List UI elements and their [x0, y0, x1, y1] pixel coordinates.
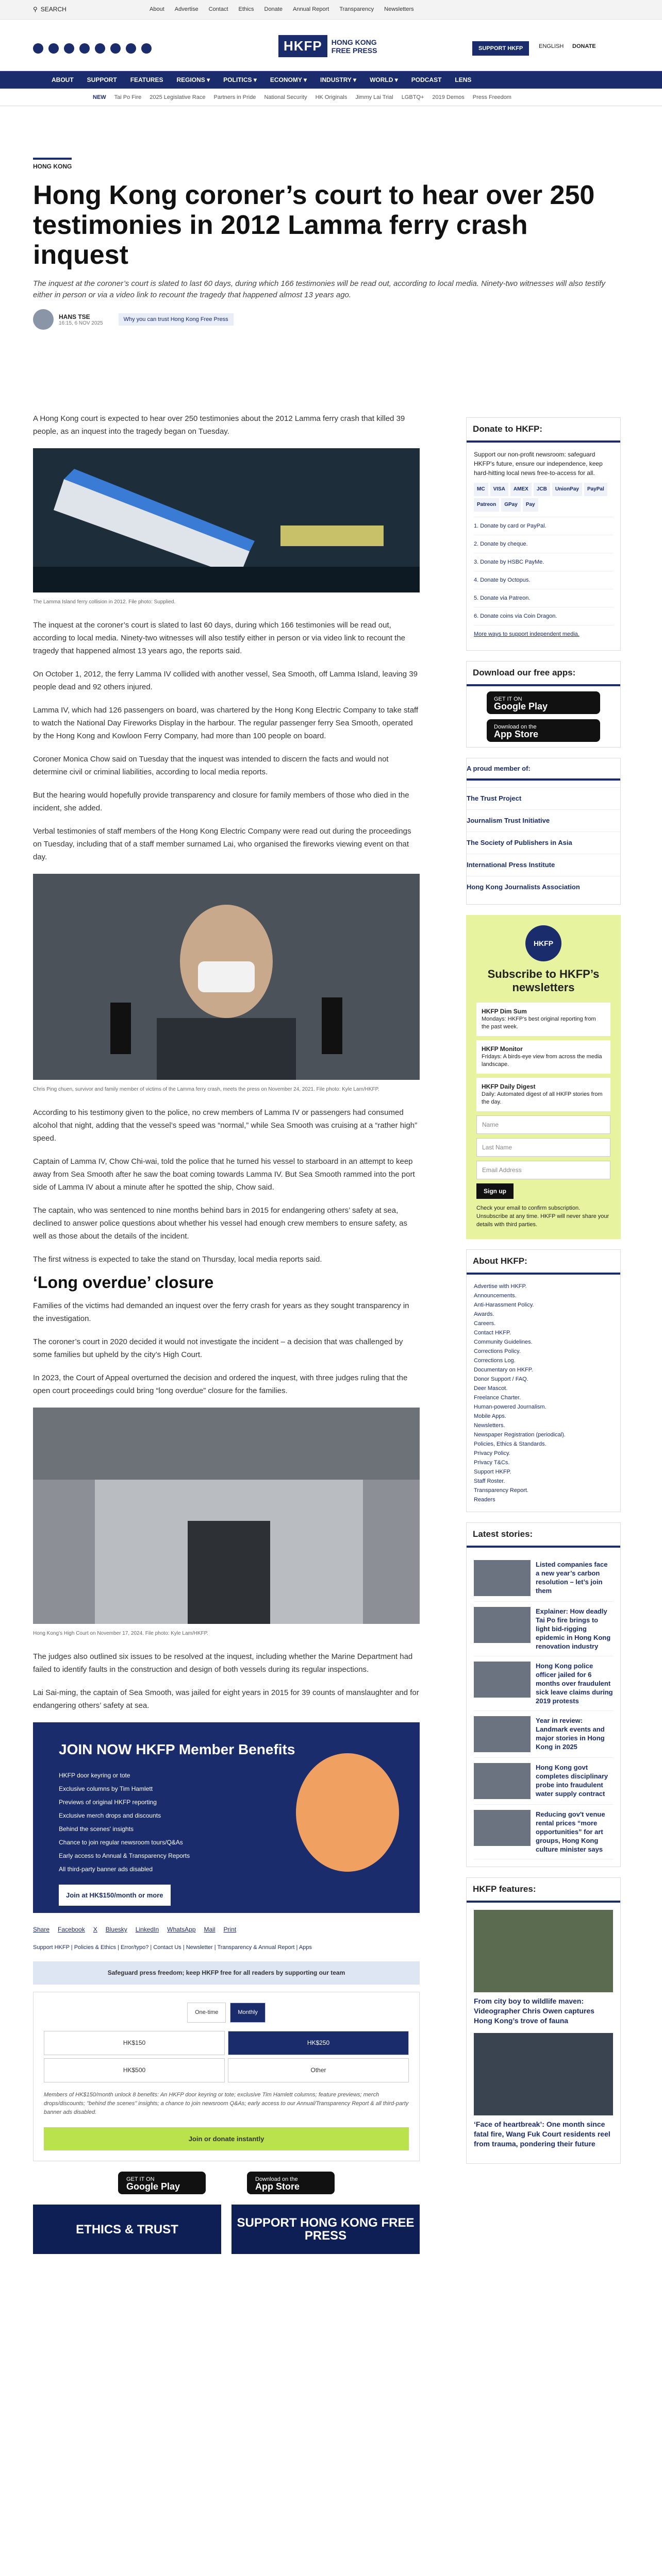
story-thumbnail: [474, 1763, 531, 1799]
story-item[interactable]: Hong Kong govt completes disciplinary probe into fraudulent water supply contract: [474, 1758, 613, 1805]
nav-lens[interactable]: LENS: [455, 76, 472, 83]
benefit-item: Previews of original HKFP reporting: [59, 1799, 157, 1806]
threads-icon[interactable]: [79, 43, 90, 54]
share-link[interactable]: Share: [33, 1926, 50, 1933]
topic-link[interactable]: Tai Po Fire: [114, 94, 142, 100]
trust-link[interactable]: Why you can trust Hong Kong Free Press: [119, 313, 234, 326]
youtube-icon[interactable]: [110, 43, 121, 54]
safeguard-banner: Safeguard press freedom; keep HKFP free for all readers by supporting our team: [33, 1961, 420, 1985]
paragraph: The coroner’s court in 2020 decided it would not investigate the incident – a decision that was challenged by some families but upheld by the city’s High Court.: [33, 1337, 403, 1359]
donate-option[interactable]: 5. Donate via Patreon.: [474, 589, 613, 607]
signup-button[interactable]: Sign up: [476, 1183, 514, 1199]
donate-option[interactable]: 1. Donate by card or PayPal.: [474, 517, 613, 535]
promo-cta[interactable]: Join at HK$150/month or more: [59, 1885, 171, 1906]
donate-note: Members of HK$150/month unlock 8 benefits: An HKFP door keyring or tote; exclusive Tim Hamlett columns; feature previews; merch drops/discounts; "behind the scenes" insights; a chance to join newsroom Q&As; early access to our Annual/Transparency Report & all third-party banner ads disabled.: [44, 2092, 409, 2115]
utility-link-donate[interactable]: Donate: [264, 6, 283, 12]
sidebar-google-play-badge[interactable]: GET IT ON Google Play: [487, 691, 600, 714]
ethics-trust-banner[interactable]: ETHICS & TRUST: [33, 2205, 221, 2254]
apps-heading: Download our free apps:: [467, 662, 620, 686]
gpay-icon: GPay: [501, 498, 521, 512]
promo-banners: [33, 2205, 420, 2254]
about-link[interactable]: Newsletters.: [474, 1422, 505, 1429]
paragraph: Lamma IV, which had 126 passengers on board, was chartered by the Hong Kong Electric Company to take staff to watch the National Day Fireworks Display in the harbour. The regular passenger ferry Sea Smooth, operated by the Hong Kong and Kowloon Ferry Company, had more than 100 people on board.: [33, 706, 419, 740]
topic-link[interactable]: Jimmy Lai Trial: [355, 94, 393, 100]
social-icons: [33, 43, 152, 54]
photo-caption: Hong Kong’s High Court on November 17, 2024. File photo: Kyle Lam/HKFP.: [33, 1631, 208, 1636]
feature-image[interactable]: [474, 2033, 613, 2115]
paragraph: Families of the victims had demanded an inquest over the ferry crash for years as they sought transparency in the investigation.: [33, 1301, 409, 1323]
about-link[interactable]: Corrections Policy.: [474, 1348, 521, 1354]
about-link[interactable]: Mobile Apps.: [474, 1413, 506, 1419]
support-hkfp-banner[interactable]: SUPPORT HONG KONG FREE PRESS: [231, 2205, 420, 2254]
membership-jti[interactable]: Journalism Trust Initiative: [467, 809, 620, 832]
ferry-crash-photo: [33, 448, 420, 592]
utility-link-transparency[interactable]: Transparency: [339, 6, 374, 12]
share-print[interactable]: Print: [223, 1926, 237, 1933]
deer-mascot-illustration: [296, 1753, 399, 1872]
x-icon[interactable]: [48, 43, 59, 54]
benefit-item: Exclusive merch drops and discounts: [59, 1812, 161, 1819]
story-item[interactable]: Listed companies face a new year’s carbon resolution – let’s join them: [474, 1555, 613, 1602]
topic-link[interactable]: Partners in Pride: [213, 94, 256, 100]
email-input[interactable]: Email Address: [476, 1161, 610, 1179]
about-link[interactable]: Careers.: [474, 1320, 496, 1327]
about-link[interactable]: Readers: [474, 1497, 495, 1503]
feature-image[interactable]: [474, 1910, 613, 1992]
header-donate-link[interactable]: DONATE: [572, 43, 596, 49]
story-thumbnail: [474, 1810, 531, 1846]
utility-link-advertise[interactable]: Advertise: [174, 6, 198, 12]
benefits-list: [59, 1769, 190, 1876]
article-body: [33, 412, 420, 2254]
newsletter-option[interactable]: HKFP Dim Sum Mondays: HKFP’s best original reporting from the past week.: [476, 1003, 610, 1036]
paragraph: The judges also outlined six issues to be resolved at the inquest, including whether the Marine Department had failed to identify faults in the construction and design of both vessels during its regular inspections.: [33, 1652, 413, 1674]
freq-one-time[interactable]: One-time: [187, 2003, 226, 2023]
paragraph: Verbal testimonies of staff members of the Hong Kong Electric Company were read out during the proceedings on Tuesday, including that of a staff member surnamed Lai, who organised the fireworks viewing event on that day.: [33, 827, 411, 861]
court-photo-illustration: [33, 1408, 420, 1624]
jcb-icon: JCB: [534, 483, 550, 496]
about-heading: About HKFP:: [467, 1250, 620, 1275]
last-name-input[interactable]: Last Name: [476, 1138, 610, 1157]
benefit-item: Chance to join regular newsroom tours/Q&As: [59, 1839, 183, 1846]
share-facebook[interactable]: Facebook: [58, 1926, 85, 1933]
about-link[interactable]: Community Guidelines.: [474, 1339, 533, 1345]
sidebar-app-store-badge[interactable]: Download on the App Store: [487, 719, 600, 742]
share-x[interactable]: X: [93, 1926, 97, 1933]
paragraph: In 2023, the Court of Appeal overturned the decision and ordered the inquest, with three judges ruling that the open court proceedings could bring “long overdue” closure for the families.: [33, 1374, 408, 1395]
patreon-icon: Patreon: [474, 498, 499, 512]
freq-monthly[interactable]: Monthly: [230, 2003, 266, 2023]
about-link[interactable]: Announcements.: [474, 1293, 517, 1299]
membership-sopa[interactable]: The Society of Publishers in Asia: [467, 832, 620, 854]
about-link[interactable]: Contact HKFP.: [474, 1330, 511, 1336]
email-icon[interactable]: [126, 43, 136, 54]
membership-ipi[interactable]: International Press Institute: [467, 854, 620, 876]
article-headline: Hong Kong coroner’s court to hear over 250 testimonies in 2012 Lamma ferry crash inquest: [33, 180, 595, 270]
press-photo-illustration: [33, 874, 420, 1080]
paypal-icon: PayPal: [584, 483, 607, 496]
paragraph: The captain, who was sentenced to nine months behind bars in 2015 for endangering others’ safety at sea, declined to answer police questions about whether his vessel had enough crew members to ensure safety, as well as those about the details of the incident.: [33, 1206, 407, 1241]
footer-links[interactable]: Support HKFP | Policies & Ethics | Error/typo? | Contact Us | Newsletter | Transparency & Annual Report | Apps: [33, 1944, 312, 1951]
topic-link[interactable]: 2025 Legislative Race: [150, 94, 206, 100]
mastercard-icon: MC: [474, 483, 488, 496]
app-store-badge[interactable]: Download on the App Store: [247, 2172, 335, 2194]
story-item[interactable]: Reducing gov't venue rental prices “more opportunities” for art groups, Hong Kong culture minister says: [474, 1805, 613, 1859]
story-thumbnail: [474, 1560, 531, 1596]
share-links: [33, 1923, 420, 1936]
benefit-item: Behind the scenes' insights: [59, 1825, 134, 1833]
story-thumbnail: [474, 1716, 531, 1752]
promo-title: JOIN NOW HKFP Member Benefits: [59, 1741, 295, 1757]
new-badge: NEW: [93, 94, 106, 100]
author-avatar: [33, 309, 54, 330]
newsletter-logo: HKFP: [525, 925, 561, 961]
newsletter-fine-print: Check your email to confirm subscription. Unsubscribe at any time. HKFP will never share your details with third parties.: [476, 1205, 609, 1228]
donate-option[interactable]: 6. Donate coins via Coin Dragon.: [474, 607, 613, 625]
category-kicker[interactable]: HONG KONG: [33, 158, 72, 170]
paragraph: The first witness is expected to take the stand on Thursday, local media reports said.: [33, 1255, 322, 1264]
nav-world[interactable]: WORLD ▾: [370, 76, 398, 83]
article-standfirst: The inquest at the coroner’s court is slated to last 60 days, during which 166 testimonies will be read out, according to local media. Ninety-two witnesses will also testify either in person or via a video link to recount the tragedy that happened almost 13 years ago.: [33, 279, 605, 299]
donate-heading: Donate to HKFP:: [467, 418, 620, 443]
topic-link[interactable]: LGBTQ+: [401, 94, 424, 100]
site-header: [0, 20, 662, 71]
paragraph: According to his testimony given to the police, no crew members of Lamma IV or passengers had consumed alcohol that night, adding that the vessel’s speed was “normal,” while Sea Smooth was cruising at a “rather high” speed.: [33, 1108, 418, 1143]
paragraph: Captain of Lamma IV, Chow Chi-wai, told the police that he turned his vessel to starboard in an attempt to keep away from Sea Smooth after he saw the boat coming towards Lamma IV. But Sea Smooth rammed into the port side of Lamma IV about a minute after he spotted the ship, Chow said.: [33, 1157, 415, 1192]
facebook-icon[interactable]: [33, 43, 43, 54]
topic-link[interactable]: HK Originals: [315, 94, 347, 100]
high-court-photo: [33, 1408, 420, 1624]
byline: [33, 309, 234, 330]
donate-option[interactable]: 2. Donate by cheque.: [474, 535, 613, 553]
latest-heading: Latest stories:: [467, 1523, 620, 1548]
paragraph: But the hearing would hopefully provide transparency and closure for family members of those who died in the incident, she added.: [33, 791, 409, 812]
topic-link[interactable]: Press Freedom: [472, 94, 511, 100]
share-bluesky[interactable]: Bluesky: [105, 1926, 127, 1933]
nav-economy[interactable]: ECONOMY ▾: [270, 76, 307, 83]
memberships-heading: A proud member of:: [467, 758, 620, 781]
amount-option[interactable]: HK$500: [44, 2058, 225, 2082]
about-link[interactable]: Anti-Harassment Policy.: [474, 1302, 534, 1308]
about-link[interactable]: Awards.: [474, 1311, 494, 1317]
nav-regions[interactable]: REGIONS ▾: [176, 76, 210, 83]
unionpay-icon: UnionPay: [552, 483, 582, 496]
about-link[interactable]: Corrections Log.: [474, 1358, 516, 1364]
utility-link-contact[interactable]: Contact: [208, 6, 228, 12]
benefit-item: Early access to Annual & Transparency Reports: [59, 1852, 190, 1859]
app-store-badges: [33, 2172, 420, 2194]
instagram-icon[interactable]: [64, 43, 74, 54]
sidebar: [466, 417, 621, 2174]
about-link[interactable]: Privacy Policy.: [474, 1450, 510, 1456]
about-link[interactable]: Staff Roster.: [474, 1478, 505, 1484]
utility-link-newsletters[interactable]: Newsletters: [384, 6, 414, 12]
main-navigation: [0, 71, 662, 89]
nav-about[interactable]: ABOUT: [52, 76, 74, 83]
applepay-icon: Pay: [523, 498, 538, 512]
about-link[interactable]: Transparency Report.: [474, 1487, 528, 1494]
site-logo[interactable]: [278, 35, 377, 57]
paragraph: The inquest at the coroner’s court is slated to last 60 days, during which 166 testimonies will be read out, according to local media. Ninety-two witnesses will also testify either in person or via video link to recount the tragedy that happened almost 13 years ago, the reports said.: [33, 621, 406, 655]
apps-box: [466, 661, 621, 748]
newsletter-option[interactable]: HKFP Monitor Fridays: A birds-eye view from across the media landscape.: [476, 1040, 610, 1074]
about-link[interactable]: Privacy T&Cs.: [474, 1460, 510, 1466]
story-thumbnail: [474, 1662, 531, 1698]
payment-methods: [474, 483, 613, 512]
podcast-icon[interactable]: [141, 43, 152, 54]
author-name[interactable]: HANS TSE: [59, 313, 90, 320]
feature-title[interactable]: From city boy to wildlife maven: Videographer Chris Owen captures Hong Kong’s trove of fauna: [474, 1997, 594, 2025]
first-name-input[interactable]: Name: [476, 1115, 610, 1134]
features-heading: HKFP features:: [467, 1878, 620, 1903]
photo-caption: The Lamma Island ferry collision in 2012. File photo: Supplied.: [33, 599, 176, 605]
share-linkedin[interactable]: LinkedIn: [135, 1926, 159, 1933]
photo-caption: Chris Ping chuen, survivor and family member of victims of the Lamma ferry crash, meets the press on November 24, 2021. File photo: Kyle Lam/HKFP.: [33, 1087, 379, 1092]
donate-box: [466, 417, 621, 651]
nav-podcast[interactable]: PODCAST: [411, 76, 442, 83]
membership-trust-project[interactable]: The Trust Project: [467, 787, 620, 809]
donate-option[interactable]: 4. Donate by Octopus.: [474, 571, 613, 589]
nav-features[interactable]: FEATURES: [130, 76, 163, 83]
amount-option-other[interactable]: Other: [228, 2058, 409, 2082]
utility-link-ethics[interactable]: Ethics: [238, 6, 254, 12]
logo-words: HONG KONG FREE PRESS: [331, 38, 377, 55]
search-toggle[interactable]: ⚲ SEARCH: [33, 6, 67, 13]
newsletter-heading: Subscribe to HKFP’s newsletters: [487, 968, 600, 994]
more-ways-link[interactable]: More ways to support independent media.: [474, 625, 613, 643]
about-link[interactable]: Advertise with HKFP.: [474, 1283, 527, 1290]
newsletter-signup: [466, 915, 621, 1239]
topic-link[interactable]: 2019 Demos: [432, 94, 465, 100]
about-link[interactable]: Policies, Ethics & Standards.: [474, 1441, 547, 1447]
top-utility-bar: [0, 0, 662, 20]
ferry-photo-illustration: [33, 448, 420, 592]
paragraph: Lai Sai-ming, the captain of Sea Smooth, was jailed for eight years in 2015 for 39 counts of manslaughter and for endangering others’ safety at sea.: [33, 1688, 419, 1710]
amount-option-selected[interactable]: HK$250: [228, 2031, 409, 2055]
join-donate-button[interactable]: Join or donate instantly: [44, 2127, 409, 2150]
search-icon: ⚲: [33, 6, 38, 13]
memberships-box: [466, 758, 621, 905]
paragraph: A Hong Kong court is expected to hear over 250 testimonies about the 2012 Lamma ferry crash that killed 39 people, as an inquest into the tragedy began on Tuesday.: [33, 414, 405, 436]
amex-icon: AMEX: [510, 483, 532, 496]
about-link[interactable]: Freelance Charter.: [474, 1395, 521, 1401]
newsletter-option[interactable]: HKFP Daily Digest Daily: Automated digest of all HKFP stories from the day.: [476, 1078, 610, 1111]
nav-politics[interactable]: POLITICS ▾: [223, 76, 257, 83]
benefit-item: Exclusive columns by Tim Hamlett: [59, 1785, 153, 1792]
about-link[interactable]: Donor Support / FAQ.: [474, 1376, 528, 1382]
topic-link[interactable]: National Security: [264, 94, 307, 100]
story-thumbnail: [474, 1607, 531, 1643]
utility-links: [150, 6, 414, 12]
feature-title[interactable]: ‘Face of heartbreak’: One month since fatal fire, Wang Fuk Court residents reel from trauma, pondering their future: [474, 2120, 610, 2148]
about-links: [467, 1275, 620, 1512]
nav-support[interactable]: SUPPORT: [87, 76, 117, 83]
amount-option[interactable]: HK$150: [44, 2031, 225, 2055]
language-switch[interactable]: ENGLISH: [539, 43, 564, 49]
latest-stories-box: [466, 1522, 621, 1867]
member-benefits-promo[interactable]: [33, 1722, 420, 1913]
about-link[interactable]: Documentary on HKFP.: [474, 1367, 533, 1373]
benefit-item: All third-party banner ads disabled: [59, 1866, 153, 1873]
utility-link-annual-report[interactable]: Annual Report: [292, 6, 329, 12]
donate-option[interactable]: 3. Donate by HSBC PayMe.: [474, 553, 613, 571]
paragraph: On October 1, 2012, the ferry Lamma IV collided with another vessel, Sea Smooth, off Lamma Island, leaving 39 people dead and 92 others injured.: [33, 670, 418, 691]
bluesky-icon[interactable]: [95, 43, 105, 54]
frequency-toggle: [44, 2003, 409, 2023]
google-play-badge[interactable]: GET IT ON Google Play: [118, 2172, 206, 2194]
press-conference-photo: [33, 874, 420, 1080]
about-link[interactable]: Newspaper Registration (periodical).: [474, 1432, 566, 1438]
about-link[interactable]: Support HKFP.: [474, 1469, 511, 1475]
story-item[interactable]: Year in review: Landmark events and major stories in Hong Kong in 2025: [474, 1711, 613, 1758]
story-item[interactable]: Hong Kong police officer jailed for 6 months over fraudulent sick leave claims during 2019 protests: [474, 1656, 613, 1711]
about-link[interactable]: Human-powered Journalism.: [474, 1404, 547, 1410]
benefit-item: HKFP door keyring or tote: [59, 1772, 130, 1779]
features-box: [466, 1877, 621, 2164]
donate-widget: [33, 1992, 420, 2161]
logo-mark: HKFP: [278, 35, 327, 57]
about-box: [466, 1249, 621, 1512]
paragraph: Coroner Monica Chow said on Tuesday that the inquest was intended to discern the facts and would not determine civil or criminal liabilities, according to local media reports.: [33, 755, 389, 776]
utility-link-about[interactable]: About: [150, 6, 164, 12]
story-item[interactable]: Explainer: How deadly Tai Po fire brings to light bid-rigging epidemic in Hong Kong renovation industry: [474, 1602, 613, 1656]
section-heading: ‘Long overdue’ closure: [33, 1273, 214, 1292]
nav-industry[interactable]: INDUSTRY ▾: [320, 76, 357, 83]
publish-date: 16:15, 6 NOV 2025: [59, 320, 103, 326]
support-hkfp-button[interactable]: SUPPORT HKFP: [472, 41, 529, 56]
trending-topics-bar: [0, 89, 662, 106]
visa-icon: VISA: [490, 483, 508, 496]
membership-hkja[interactable]: Hong Kong Journalists Association: [467, 876, 620, 898]
amount-options: [44, 2031, 409, 2082]
about-link[interactable]: Deer Mascot.: [474, 1385, 508, 1392]
share-mail[interactable]: Mail: [204, 1926, 216, 1933]
share-whatsapp[interactable]: WhatsApp: [167, 1926, 196, 1933]
donate-blurb: Support our non-profit newsroom: safeguard HKFP's future, ensure our independence, keep hard-hitting local news free-to-access for all.: [474, 451, 603, 477]
